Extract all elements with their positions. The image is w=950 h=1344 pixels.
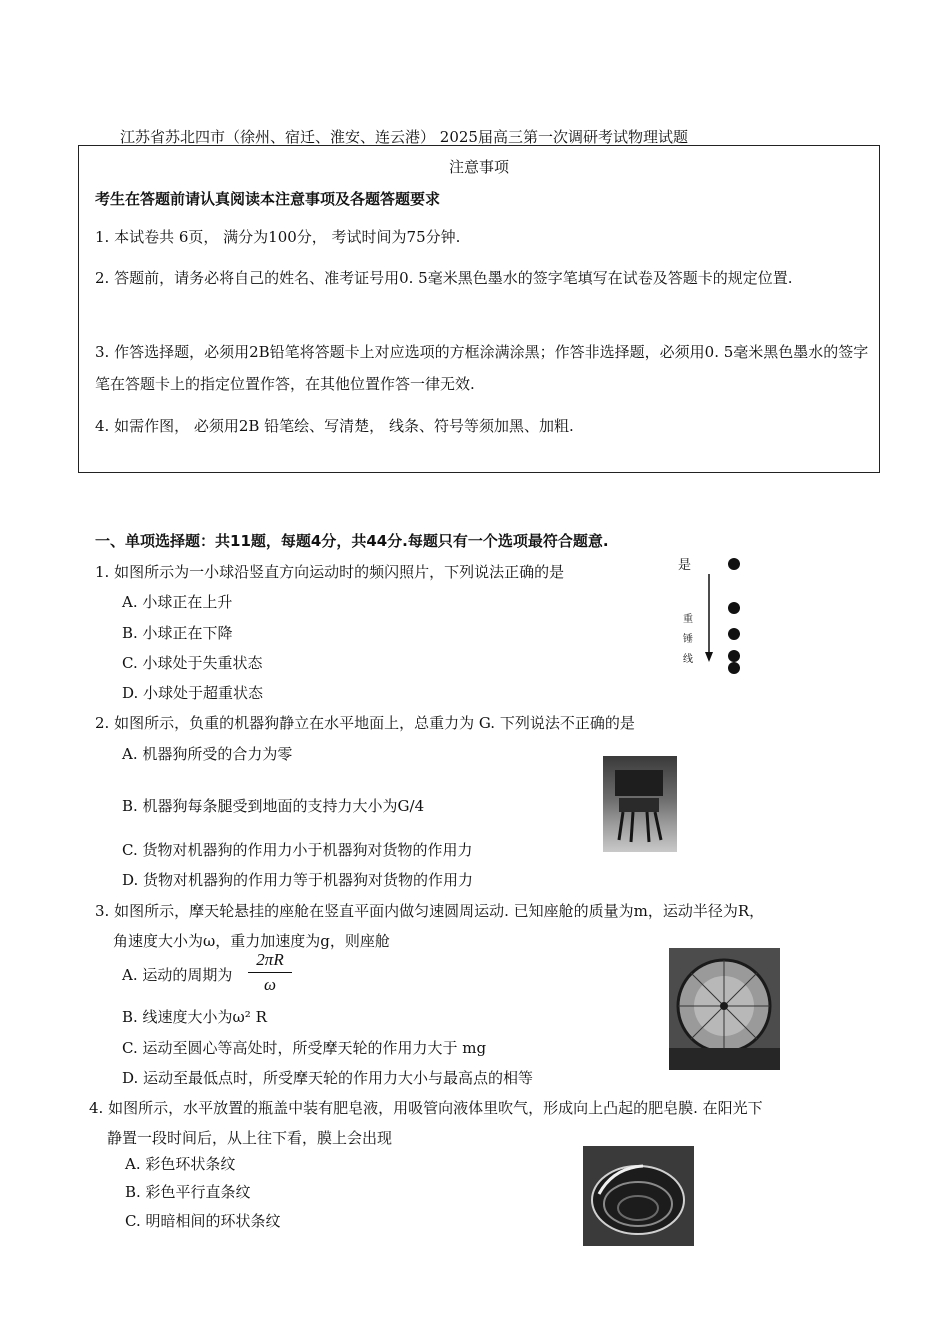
notice-subheading: 考生在答题前请认真阅读本注意事项及各题答题要求 <box>95 190 441 208</box>
exam-title: 江苏省苏北四市（徐州、宿迁、淮安、连云港） 2025届高三第一次调研考试物理试题 <box>120 128 688 146</box>
question-4-stem-line1: 4. 如图所示，水平放置的瓶盖中装有肥皂液，用吸管向液体里吹气，形成向上凸起的肥皂膜. 在阳光下 <box>89 1099 763 1117</box>
robot-leg <box>631 812 633 842</box>
wheel-hub <box>720 1002 728 1010</box>
soap-film-photo <box>583 1146 694 1246</box>
question-1-option-a: A. 小球正在上升 <box>122 593 233 611</box>
plumb-label-char: 重 <box>683 614 693 625</box>
arrow-head-icon <box>705 652 713 662</box>
question-1-option-d: D. 小球处于超重状态 <box>122 684 264 702</box>
robot-body-shape <box>619 798 659 812</box>
notice-item: 3. 作答选择题，必须用2B铅笔将答题卡上对应选项的方框涂满涂黑；作答非选择题，必须用0. 5毫米黑色墨水的签字笔在答题卡上的指定位置作答，在其他位置作答一律无效. <box>95 343 869 393</box>
question-3-option-b: B. 线速度大小为ω² R <box>122 1008 267 1026</box>
ball-image-2 <box>728 602 740 614</box>
ground-shape <box>669 1048 780 1070</box>
ball-image-4 <box>728 650 740 662</box>
question-2-option-d: D. 货物对机器狗的作用力等于机器狗对货物的作用力 <box>122 871 474 889</box>
question-2-option-c: C. 货物对机器狗的作用力小于机器狗对货物的作用力 <box>122 841 473 859</box>
section-title: 一、单项选择题：共11题，每题4分，共44分.每题只有一个选项最符合题意. <box>95 532 609 550</box>
figure-label-top: 是 <box>678 558 692 573</box>
question-3-option-c: C. 运动至圆心等高处时，所受摩天轮的作用力大于 mg <box>122 1039 487 1057</box>
question-4-option-c: C. 明暗相间的环状条纹 <box>125 1212 281 1230</box>
period-fraction <box>248 950 292 995</box>
notice-item: 2. 答题前，请务必将自己的姓名、准考证号用0. 5毫米黑色墨水的签字笔填写在试卷及答题卡的规定位置. <box>95 269 793 287</box>
ferris-wheel-image <box>669 948 780 1070</box>
soap-film-dome <box>592 1166 684 1234</box>
question-2-option-a: A. 机器狗所受的合力为零 <box>122 745 293 763</box>
ball-image-5 <box>728 662 740 674</box>
plumb-label-char: 锤 <box>683 634 693 645</box>
cargo-shape <box>615 770 663 796</box>
question-1-option-b: B. 小球正在下降 <box>122 624 233 642</box>
strobe-svg <box>670 552 760 682</box>
fraction-numerator: 2πR <box>248 950 292 973</box>
notice-heading: 注意事项 <box>448 158 509 176</box>
question-3-option-d: D. 运动至最低点时，所受摩天轮的作用力大小与最高点的相等 <box>122 1069 534 1087</box>
question-3-stem-line2: 角速度大小为ω，重力加速度为g，则座舱 <box>113 932 390 950</box>
notice-item: 4. 如需作图， 必须用2B 铅笔绘、写清楚， 线条、符号等须加黑、加粗. <box>95 417 574 435</box>
notice-item: 1. 本试卷共 6页， 满分为100分， 考试时间为75分钟. <box>95 228 461 246</box>
question-3-stem-line1: 3. 如图所示，摩天轮悬挂的座舱在竖直平面内做匀速圆周运动. 已知座舱的质量为m，运动半径为R， <box>95 902 765 920</box>
notice-box <box>78 145 880 473</box>
ferris-wheel-photo <box>669 948 780 1070</box>
question-1-stem: 1. 如图所示为一小球沿竖直方向运动时的频闪照片，下列说法正确的是 <box>95 563 565 581</box>
soap-film-image <box>583 1146 694 1246</box>
robot-leg <box>647 812 649 842</box>
question-4-option-b: B. 彩色平行直条纹 <box>125 1183 251 1201</box>
robot-dog-photo <box>603 756 677 852</box>
robot-leg <box>619 812 623 840</box>
question-3-option-a: A. 运动的周期为 <box>122 966 233 984</box>
question-2-option-b: B. 机器狗每条腿受到地面的支持力大小为G/4 <box>122 797 425 815</box>
robot-leg <box>655 812 661 840</box>
question-4-stem-line2: 静置一段时间后，从上往下看，膜上会出现 <box>107 1129 393 1147</box>
plumb-label-char: 线 <box>683 654 693 665</box>
ball-image-1 <box>728 558 740 570</box>
fraction-denominator: ω <box>263 975 276 994</box>
question-2-stem: 2. 如图所示，负重的机器狗静立在水平地面上，总重力为 G. 下列说法不正确的是 <box>95 714 635 732</box>
strobe-figure <box>670 552 760 682</box>
robot-dog-image <box>603 756 677 852</box>
question-4-option-a: A. 彩色环状条纹 <box>125 1155 236 1173</box>
ball-image-3 <box>728 628 740 640</box>
question-1-option-c: C. 小球处于失重状态 <box>122 654 263 672</box>
